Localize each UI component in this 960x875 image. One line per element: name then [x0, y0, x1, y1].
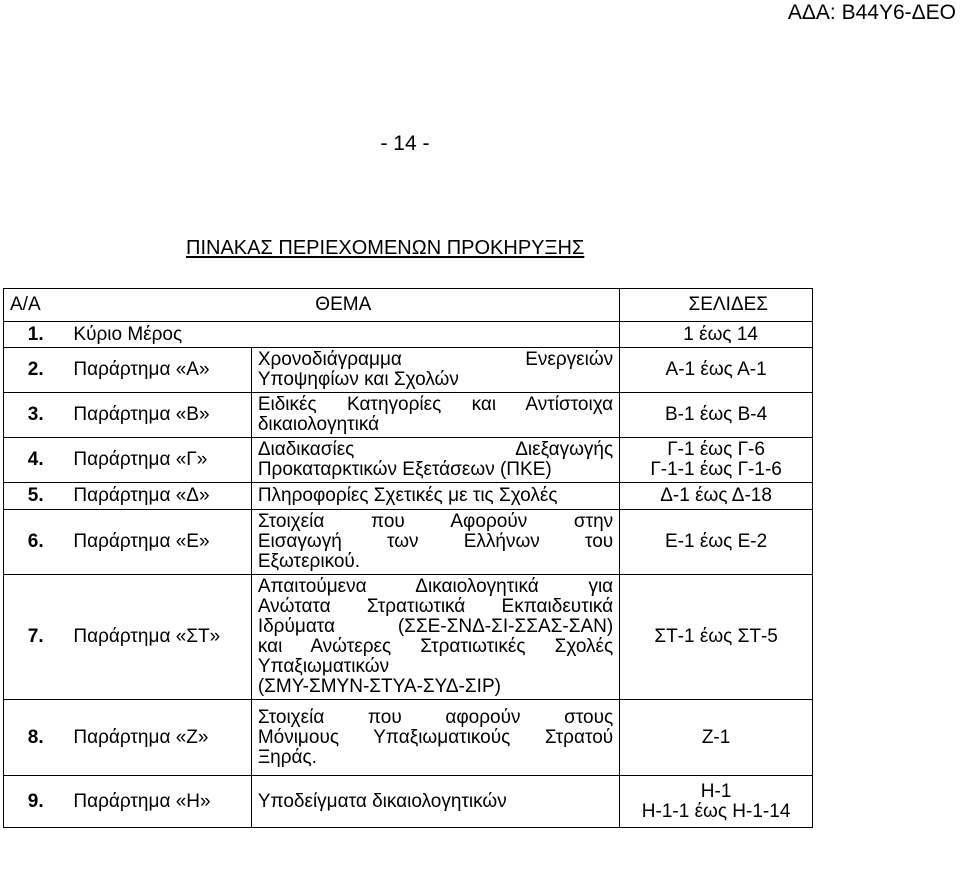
subject-line: Εισαγωγή των Ελλήνων του	[257, 531, 614, 552]
pages-line: Δ-1 έως Δ-18	[660, 485, 772, 506]
table-row	[4, 438, 813, 483]
subject-line: Ανώτατα Στρατιωτικά Εκπαιδευτικά	[257, 596, 614, 617]
row-annex: Κύριο Μέρος	[67, 322, 619, 348]
pages-line: Η-1-1 έως Η-1-14	[641, 800, 791, 822]
row-subject	[251, 393, 619, 438]
page-number: - 14 -	[380, 132, 430, 155]
row-subject	[251, 700, 619, 776]
row-annex: Παράρτημα «Δ»	[67, 483, 251, 510]
subject-line: Πληροφορίες Σχετικές με τις Σχολές	[257, 485, 558, 506]
row-number: 9.	[4, 776, 68, 828]
pages-line: Α-1 έως Α-1	[665, 359, 767, 380]
row-annex: Παράρτημα «Γ»	[67, 438, 251, 483]
subject-line: Ειδικές Κατηγορίες και Αντίστοιχα	[257, 394, 614, 415]
table-row	[4, 700, 813, 776]
subject-line: δικαιολογητικά	[257, 414, 380, 435]
pages-line: Β-1 έως Β-4	[665, 404, 768, 425]
row-number: 7.	[4, 575, 68, 700]
row-annex: Παράρτημα «Ζ»	[67, 700, 251, 776]
subject-line: Υπαξιωματικών	[257, 656, 390, 677]
subject-line: Υποδείγματα δικαιολογητικών	[257, 790, 507, 812]
row-number: 2.	[4, 348, 68, 393]
row-pages	[620, 575, 813, 700]
subject-line: Υποψηφίων και Σχολών	[257, 369, 459, 390]
pages-line: Γ-1-1 έως Γ-1-6	[650, 459, 782, 480]
row-number: 5.	[4, 483, 68, 510]
row-pages	[620, 700, 813, 776]
subject-line: Μόνιμους Υπαξιωματικούς Στρατού	[257, 726, 614, 748]
row-annex: Παράρτημα «Β»	[67, 393, 251, 438]
subject-line: Ξηράς.	[257, 746, 317, 768]
row-pages	[620, 393, 813, 438]
subject-line: Εξωτερικού.	[257, 551, 361, 572]
subject-line: Προκαταρκτικών Εξετάσεων (ΠΚΕ)	[257, 459, 552, 480]
row-annex: Παράρτημα «ΣΤ»	[67, 575, 251, 700]
row-number: 4.	[4, 438, 68, 483]
row-number: 8.	[4, 700, 68, 776]
subject-line: Στοιχεία που Αφορούν στην	[257, 511, 614, 532]
subject-line: Διαδικασίες Διεξαγωγής	[257, 439, 614, 460]
subject-line: Απαιτούμενα Δικαιολογητικά για	[257, 576, 614, 597]
row-subject	[251, 483, 619, 510]
row-pages	[620, 483, 813, 510]
row-pages	[620, 322, 813, 348]
subject-line: Χρονοδιάγραμμα Ενεργειών	[257, 349, 614, 370]
row-annex: Παράρτημα «Ε»	[67, 510, 251, 575]
subject-line: Στοιχεία που αφορούν στους	[257, 706, 614, 728]
ada-code: ΑΔΑ: Β44Υ6-ΔΕΟ	[787, 1, 956, 24]
subject-line: (ΣΜΥ-ΣΜΥΝ-ΣΤΥΑ-ΣΥΔ-ΣΙΡ)	[257, 676, 501, 697]
row-pages	[620, 348, 813, 393]
row-subject	[251, 438, 619, 483]
row-pages	[620, 510, 813, 575]
header-aa: Α/Α	[4, 289, 68, 322]
page-title: ΠΙΝΑΚΑΣ ΠΕΡΙΕΧΟΜΕΝΩΝ ΠΡΟΚΗΡΥΞΗΣ	[186, 237, 585, 259]
row-subject	[251, 776, 619, 828]
row-number: 3.	[4, 393, 68, 438]
row-subject	[251, 575, 619, 700]
row-pages	[620, 776, 813, 828]
table-row	[4, 483, 813, 510]
pages-line: Η-1	[700, 780, 732, 802]
header-theme: ΘΕΜΑ	[67, 289, 619, 322]
contents-table	[3, 288, 813, 828]
pages-line: 1 έως 14	[683, 323, 758, 345]
row-annex: Παράρτημα «Α»	[67, 348, 251, 393]
subject-line: Ιδρύματα (ΣΣΕ-ΣΝΔ-ΣΙ-ΣΣΑΣ-ΣΑΝ)	[257, 616, 614, 637]
header-pages: ΣΕΛΙΔΕΣ	[620, 289, 813, 322]
row-subject	[251, 510, 619, 575]
table-row	[4, 510, 813, 575]
pages-line: ΣΤ-1 έως ΣΤ-5	[654, 626, 778, 647]
table-header-row	[4, 289, 813, 322]
pages-line: Ε-1 έως Ε-2	[665, 531, 768, 552]
pages-line: Γ-1 έως Γ-6	[667, 439, 765, 460]
row-annex: Παράρτημα «Η»	[67, 776, 251, 828]
row-pages	[620, 438, 813, 483]
table-row	[4, 575, 813, 700]
table-row	[4, 322, 813, 348]
table-row	[4, 348, 813, 393]
pages-line: Ζ-1	[701, 726, 731, 748]
row-number: 6.	[4, 510, 68, 575]
table-row	[4, 393, 813, 438]
subject-line: και Ανώτερες Στρατιωτικές Σχολές	[257, 636, 614, 657]
table-row	[4, 776, 813, 828]
row-number: 1.	[4, 322, 68, 348]
row-subject	[251, 348, 619, 393]
